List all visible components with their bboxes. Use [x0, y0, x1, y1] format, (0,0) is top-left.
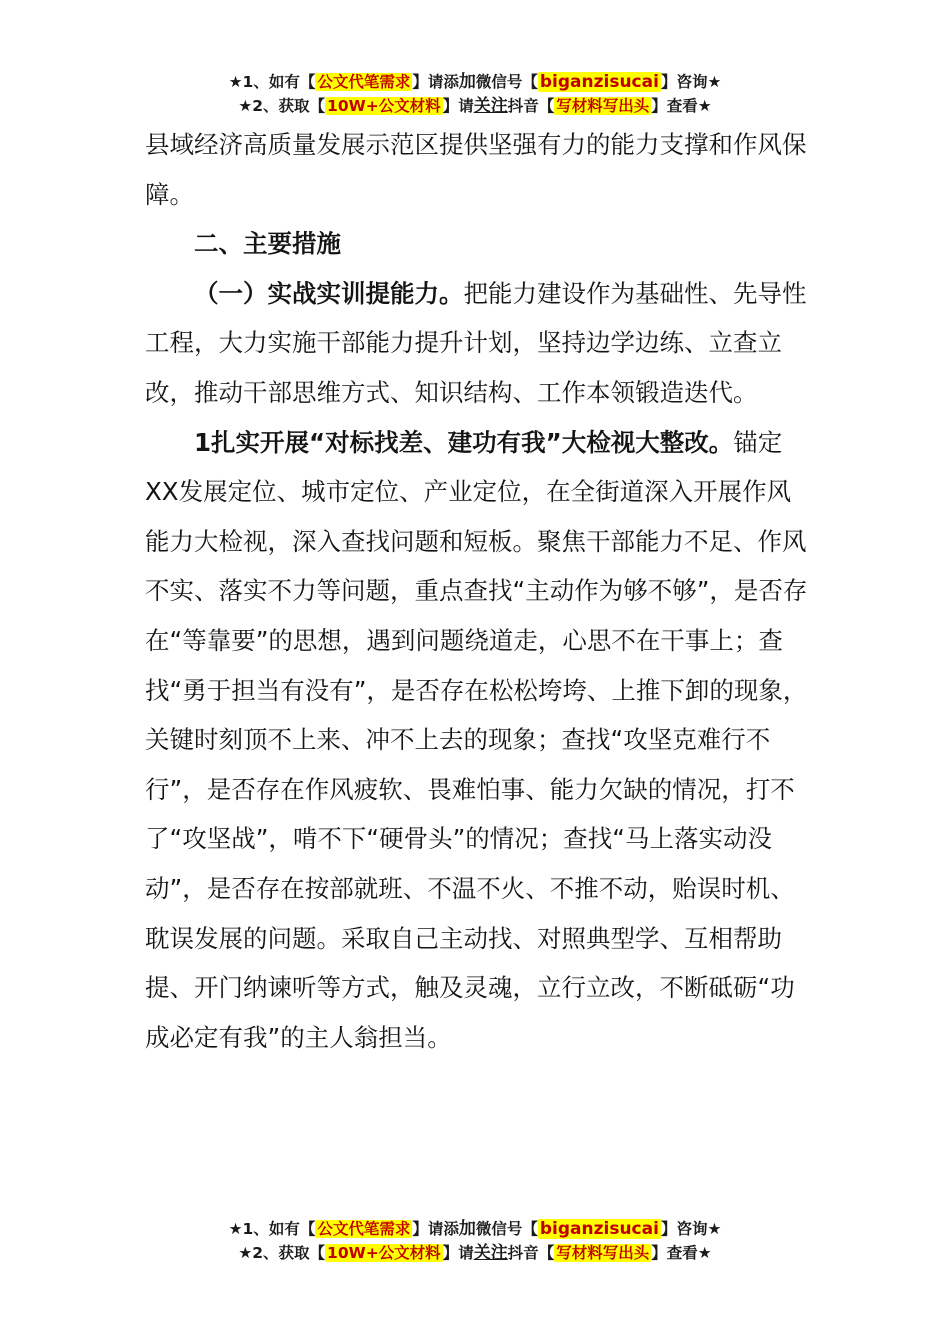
subsection-title: （一）实战实训提能力。	[194, 278, 464, 308]
paragraph-continued: 县域经济高质量发展示范区提供坚强有力的能力支撑和作风保障。	[145, 130, 807, 209]
promo-emphasis: 加	[458, 72, 476, 92]
promo-wechat-id: biganzisucai	[539, 72, 659, 92]
item-text: 锚定XX发展定位、城市定位、产业定位，在全街道深入开展作风能力大检视，深入查找问题和短板。聚焦干部能力不足、作风不实、落实不力等问题，重点查找“主动作为够不够”，是否存在“等靠要”的思想，遇到问题绕道走，心思不在干事上；查找“勇于担当有没有”，是否存在松松垮垮、上推下卸的现象，关键时刻顶不上来、冲不上去的现象；查找“攻坚克难行不行”，是否存在作风疲软、畏难怕事、能力欠缺的情况，打不了“攻坚战”，啃不下“硬骨头”的情况；查找“马上落实动没动”，是否存在按部就班、不温不火、不推不动，贻误时机、耽误发展的问题。采取自己主动找、对照典型学、互相帮助提、开门纳谏听等方式，触及灵魂，立行立改，不断砥砺“功成必定有我”的主人翁担当。	[145, 427, 808, 1052]
promo-text: 】请添	[412, 73, 459, 91]
header-promo-banner	[0, 70, 950, 118]
promo-text: 】请	[442, 97, 474, 115]
promo-highlight: 公文代笔需求	[317, 73, 411, 91]
promo-emphasis: 关注	[473, 1243, 508, 1263]
subsection-text: 把能力建设作为基础性、先导性工程，大力实施干部能力提升计划，坚持边学边练、立查立改，推动干部思维方式、知识结构、工作本领锻造迭代。	[145, 278, 807, 407]
document-body	[145, 120, 810, 1062]
promo-text: ★1、如有【	[228, 73, 316, 91]
promo-text: 微信号【	[475, 1220, 538, 1238]
promo-text: 抖音【	[507, 97, 555, 115]
promo-text: 】请添	[412, 1220, 459, 1238]
promo-text: 抖音【	[507, 1244, 555, 1262]
promo-text: 】咨询★	[660, 1220, 722, 1238]
promo-emphasis: 加	[458, 1219, 476, 1239]
promo-highlight: 写材料写出头	[556, 1244, 650, 1262]
subsection-paragraph	[145, 269, 810, 418]
promo-text: 】咨询★	[660, 73, 722, 91]
promo-text: ★2、获取【	[238, 1244, 326, 1262]
promo-highlight: 10W+公文材料	[327, 97, 441, 115]
promo-line-2	[0, 1241, 950, 1265]
promo-highlight: 公文代笔需求	[317, 1220, 411, 1238]
footer-promo-banner	[0, 1217, 950, 1265]
promo-text: 】查看★	[651, 97, 712, 115]
promo-highlight: 10W+公文材料	[327, 1244, 441, 1262]
promo-highlight: 写材料写出头	[556, 97, 650, 115]
promo-text: ★2、获取【	[238, 97, 326, 115]
item-title: 1扎实开展“对标找差、建功有我”大检视大整改。	[194, 427, 734, 457]
promo-line-2	[0, 94, 950, 118]
item-paragraph	[145, 418, 810, 1063]
promo-wechat-id: biganzisucai	[539, 1219, 659, 1239]
promo-line-1	[0, 1217, 950, 1241]
promo-text: 微信号【	[475, 73, 538, 91]
promo-line-1	[0, 70, 950, 94]
promo-emphasis: 关注	[473, 96, 508, 116]
promo-text: 】请	[442, 1244, 474, 1262]
section-heading: 二、主要措施	[194, 229, 341, 259]
promo-text: ★1、如有【	[228, 1220, 316, 1238]
promo-text: 】查看★	[651, 1244, 712, 1262]
